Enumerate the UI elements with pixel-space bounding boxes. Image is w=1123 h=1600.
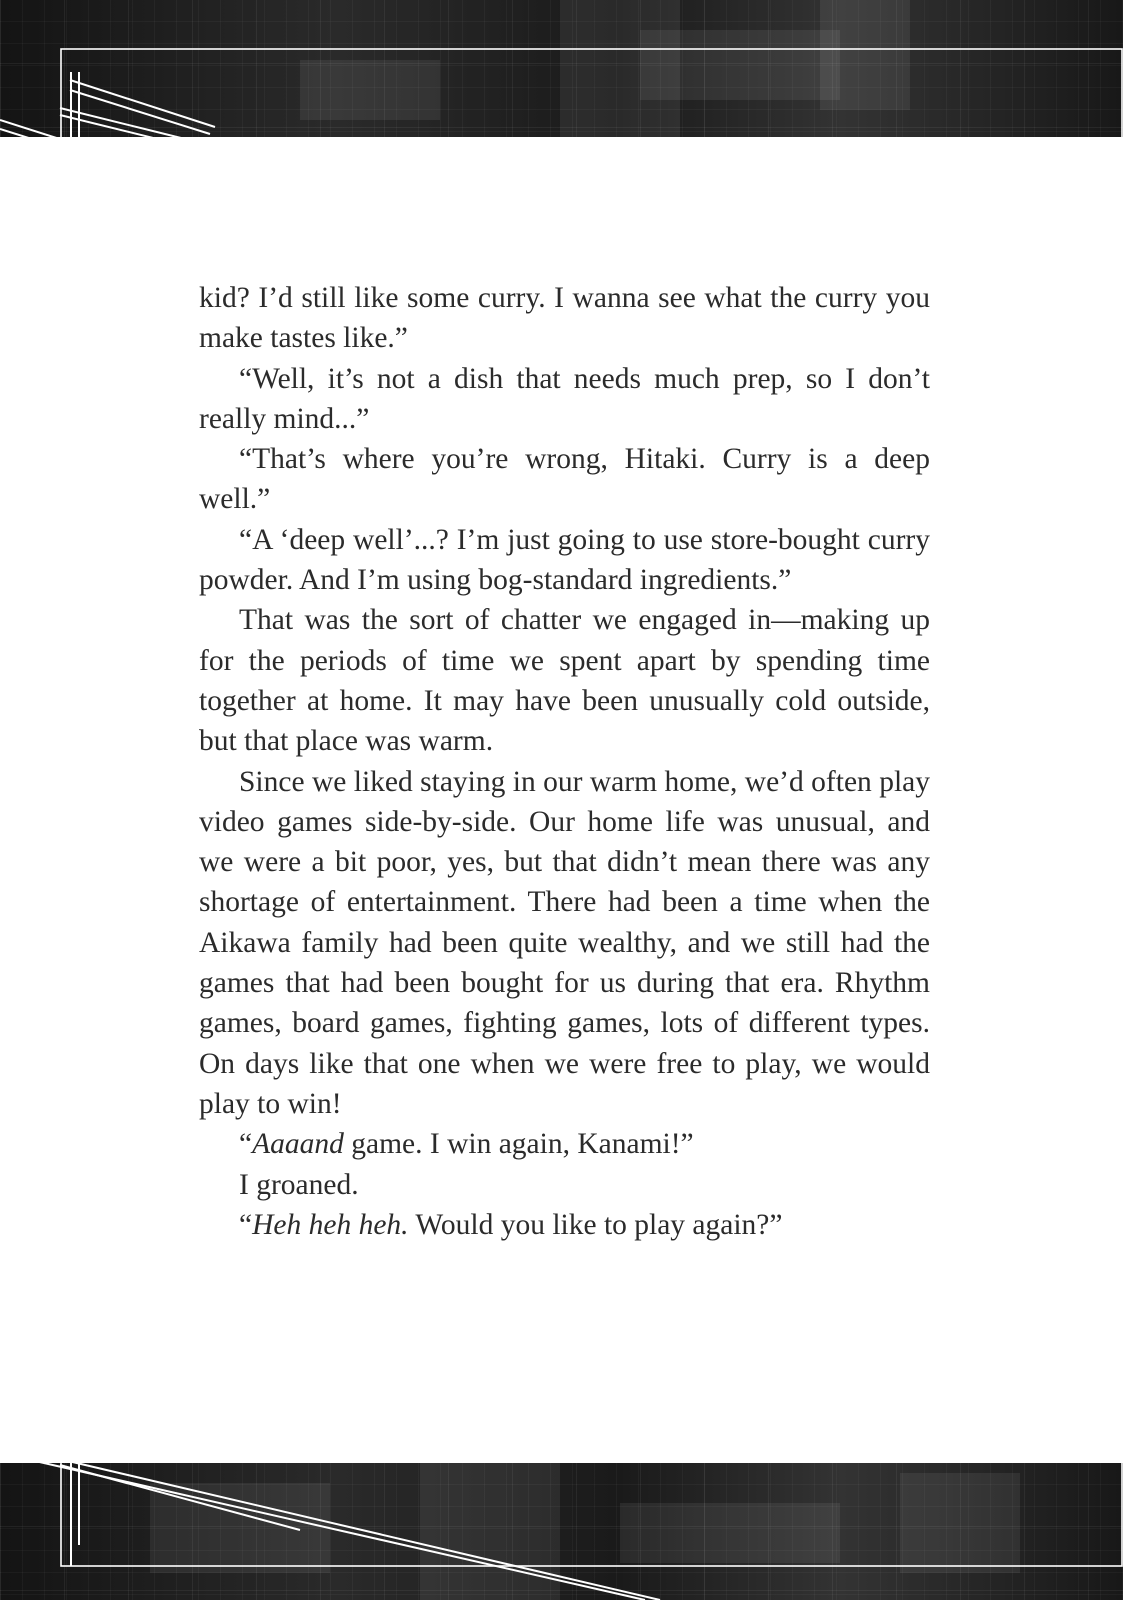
quote-open: “ — [239, 1208, 253, 1241]
quote-open: “ — [239, 1128, 253, 1161]
paragraph: Since we liked staying in our warm home, we’d often play video games side-by-side. Our home life was unusual, and we were a bit poor, yes, but that didn’t mean there was any shortage of entertainment. There had been a time when the Aikawa family had been quite wealthy, and we still had the games that had been bought for us during that era. Rhythm games, board games, fighting games, lots of different types. On days like that one when we were free to play, we would play to win! — [199, 765, 930, 1120]
paragraph: “That’s where you’re wrong, Hitaki. Curry is a deep well.” — [199, 443, 930, 516]
paragraph: kid? I’d still like some curry. I wanna see what the curry you make tastes like.” — [199, 282, 930, 355]
italic-text: Aaaand — [252, 1128, 344, 1161]
paragraph: That was the sort of chatter we engaged in—making up for the periods of time we spent apart by spending time together at home. It may have been unusually cold outside, but that place was warm. — [199, 604, 930, 758]
paragraph: “Well, it’s not a dish that needs much prep, so I don’t really mind...” — [199, 362, 930, 435]
paragraph-rest: game. I win again, Kanami!” — [343, 1128, 694, 1161]
paragraph: “A ‘deep well’...? I’m just going to use store-bought curry powder. And I’m using bog-standard ingredients.” — [199, 523, 930, 597]
paragraph — [199, 1205, 930, 1245]
italic-text: Heh heh heh. — [252, 1208, 409, 1241]
body-text — [199, 278, 930, 1245]
paragraph-rest: Would you like to play again?” — [408, 1208, 783, 1241]
paragraph: I groaned. — [239, 1168, 359, 1201]
paragraph — [199, 1124, 930, 1164]
